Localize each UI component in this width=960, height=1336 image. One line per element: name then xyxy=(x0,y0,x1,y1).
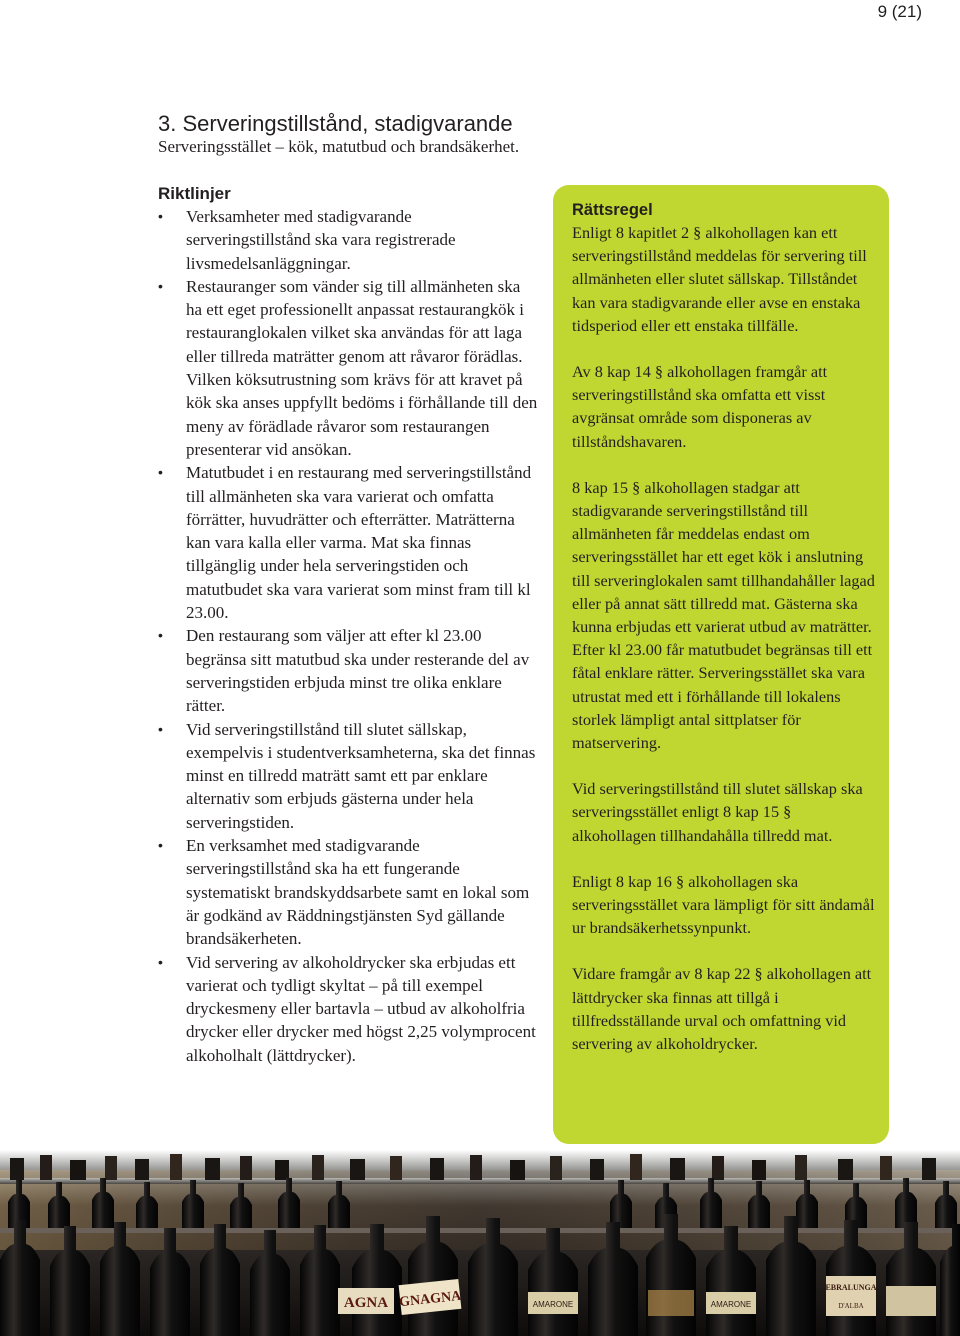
section-subtitle: Serveringsstället – kök, matutbud och brandsäkerhet. xyxy=(158,137,520,156)
legal-rule-paragraph: Enligt 8 kapitlet 2 § alkohollagen kan ett serveringstillstånd meddelas för servering till allmänheten eller slutet sällskap. Tillståndet kan vara stadigvarande eller avse en enstaka tidsperiod eller ett enstaka tillfälle. xyxy=(572,223,867,335)
guidelines-heading: Riktlinjer xyxy=(158,184,231,203)
legal-rule-paragraph: 8 kap 15 § alkohollagen stadgar att stadigvarande serveringstillstånd till allmänheten får meddelas endast om serveringsstället har ett eget kök i anslutning till serveringlokalen samt tillhandahåller lagad eller på annat sätt tillredd mat. Gästerna ska kunna erbjudas ett varierat utbud av maträtter. Efter kl 23.00 får matutbudet begränsas till ett fåtal enklare rätter. Serveringsstället ska vara utrustat med ett i förhållande till lokalens storlek lämpligt antal sittplatser för matservering. xyxy=(572,477,875,753)
section-title: 3. Serveringstillstånd, stadigvarande xyxy=(158,111,513,136)
label-agna: AGNA xyxy=(343,1295,389,1311)
guideline-item: • Restauranger som vänder sig till allmänheten ska ha ett eget professionellt anpassat restaurangkök i restauranglokalen vilket ska användas för att laga eller tillreda maträtter genom att råvaror förädlas. Vilken köksutrustning som krävs för att kravet på kök ska anses uppfyllt bedöms i förhållande till den meny av förädlade råvaror som restaurangen presenterar vid ansökan. xyxy=(158,275,538,461)
guideline-item: • Den restaurang som väljer att efter kl 23.00 begränsa sitt matutbud ska under resterande del av serveringstiden erbjuda minst tre olika enklare rätter. xyxy=(158,624,538,717)
legal-rule-paragraph: Vid serveringstillstånd till slutet sällskap ska serveringsstället enligt 8 kap 15 § alkohollagen tillhandahålla tillredd mat. xyxy=(572,779,863,845)
guideline-item: • Verksamheter med stadigvarande serveringstillstånd ska vara registrerade livsmedelsanläggningar. xyxy=(158,205,538,275)
guidelines-list xyxy=(158,205,538,1067)
guideline-item: • Vid servering av alkoholdrycker ska erbjudas ett varierat och tydligt skyltat – på till exempel dryckesmeny eller bartavla – utbud av alkoholfria drycker eller drycker med högst 2,25 volymprocent alkoholhalt (lättdrycker). xyxy=(158,951,538,1067)
label-gnagna: GNAGNA xyxy=(398,1288,462,1311)
guideline-item: • Matutbudet i en restaurang med serveringstillstånd till allmänheten ska vara varierat och omfatta förrätter, huvudrätter och efterrätter. Maträtterna kan vara kalla eller varma. Mat ska finnas tillgänglig under hela serveringstiden och matutbudet ska vara varierat som minst fram till kl 23.00. xyxy=(158,461,538,624)
legal-rule-paragraph: Vidare framgår av 8 kap 22 § alkohollagen att lättdrycker ska finnas att tillgå i tillfredsställande urval och omfattning vid servering av alkoholdrycker. xyxy=(572,964,872,1054)
guideline-item: • En verksamhet med stadigvarande serveringstillstånd ska ha ett fungerande systematiskt brandskyddsarbete samt en lokal som är godkänd av Räddningstjänsten Syd gällande brandsäkerheten. xyxy=(158,834,538,950)
guideline-item: • Vid serveringstillstånd till slutet sällskap, exempelvis i studentverksamheterna, ska det finnas minst en tillredd maträtt samt ett par enklare alternativ som erbjuds gästerna under hela serveringstiden. xyxy=(158,718,538,834)
legal-rule-paragraph: Enligt 8 kap 16 § alkohollagen ska serveringsstället vara lämpligt för sitt ändamål ur brandsäkerhetssynpunkt. xyxy=(572,871,875,938)
wine-shelf-photo xyxy=(0,1150,960,1336)
label-amarone-2: AMARONE xyxy=(710,1300,752,1309)
legal-rule-paragraph: Av 8 kap 14 § alkohollagen framgår att serveringstillstånd ska omfatta ett visst avgränsat område som disponeras av tillståndshavaren. xyxy=(572,362,828,451)
guidelines-column xyxy=(158,182,538,1067)
label-ebralunga: EBRALUNGA xyxy=(825,1283,877,1292)
label-d-alba: D'ALBA xyxy=(838,1302,864,1310)
label-amarone-1: AMARONE xyxy=(532,1300,574,1309)
legal-rule-heading: Rättsregel xyxy=(572,201,653,219)
page-number: 9 (21) xyxy=(877,2,922,21)
legal-rule-box xyxy=(553,185,889,1144)
